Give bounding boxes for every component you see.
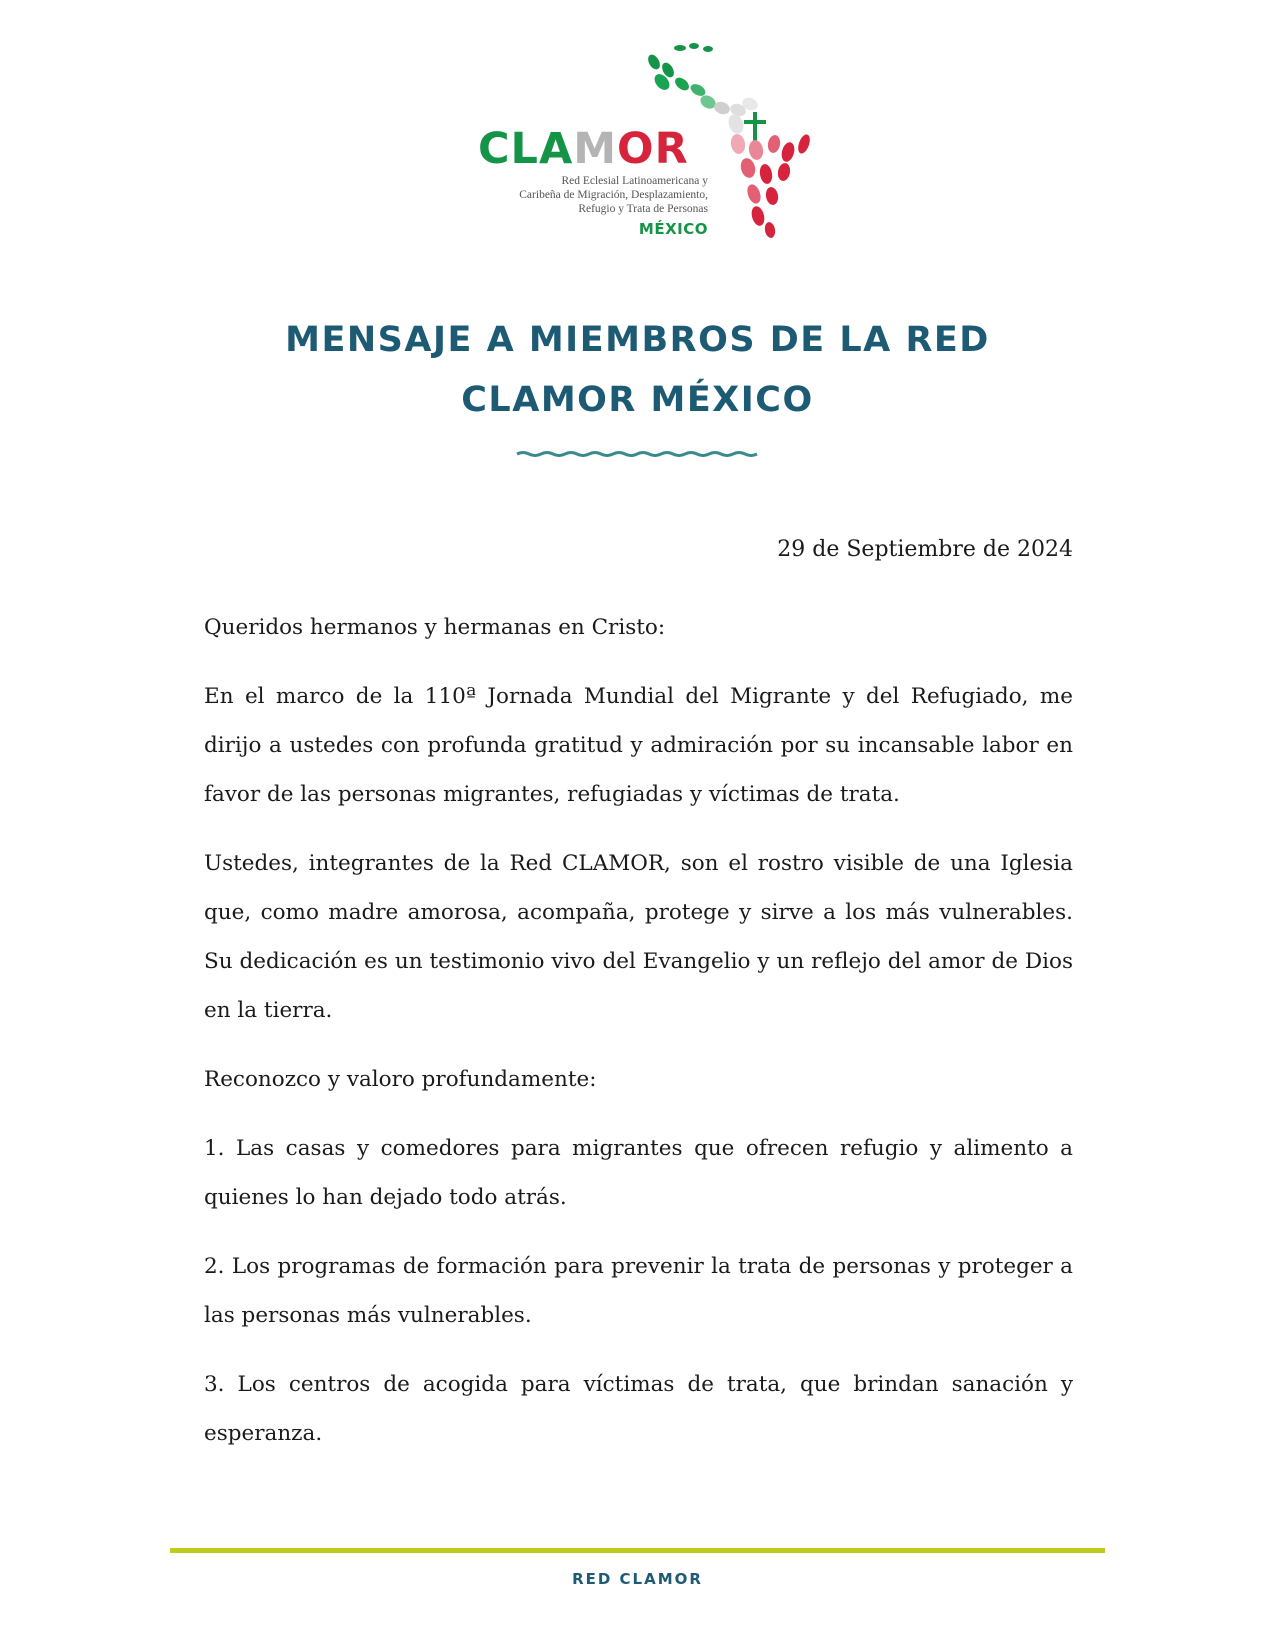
logo-subtitle-line: Refugio y Trata de Personas — [578, 203, 708, 215]
page-title-line: MENSAJE A MIEMBROS DE LA RED — [285, 320, 990, 360]
list-item: 3. Los centros de acogida para víctimas de trata, que brindan sanación y esperanza. — [204, 1372, 1073, 1446]
footer-label: RED CLAMOR — [572, 1570, 703, 1588]
footer-divider — [170, 1548, 1105, 1553]
logo-wordmark — [478, 124, 689, 174]
letter-body — [204, 603, 1073, 1478]
body-paragraph: Reconozco y valoro profundamente: — [204, 1067, 597, 1092]
title-divider — [515, 450, 760, 458]
letter-date: 29 de Septiembre de 2024 — [777, 537, 1073, 562]
body-paragraph: Ustedes, integrantes de la Red CLAMOR, son el rostro visible de una Iglesia que, como madre amorosa, acompaña, protege y sirve a los más vulnerables. Su dedicación es un testimonio vivo del Evangelio y un reflejo del amor de Dios en la tierra. — [204, 851, 1073, 1023]
list-item: 2. Los programas de formación para prevenir la trata de personas y proteger a las personas más vulnerables. — [204, 1254, 1073, 1328]
list-item: 1. Las casas y comedores para migrantes que ofrecen refugio y alimento a quienes lo han dejado todo atrás. — [204, 1136, 1073, 1210]
logo-subtitle — [519, 174, 708, 216]
page-title — [180, 310, 1095, 430]
logo-wordmark-green: CLA — [478, 124, 574, 174]
body-paragraph: En el marco de la 110ª Jornada Mundial del Migrante y del Refugiado, me dirijo a ustedes con profunda gratitud y admiración por su incansable labor en favor de las personas migrantes, refugiadas y víctimas de trata. — [204, 684, 1073, 807]
page-title-line: CLAMOR MÉXICO — [461, 380, 814, 420]
clamor-logo — [478, 40, 818, 250]
logo-subtitle-line: Red Eclesial Latinoamericana y — [561, 175, 708, 187]
logo-subtitle-line: Caribeña de Migración, Desplazamiento, — [519, 189, 708, 201]
logo-wordmark-red: OR — [617, 124, 689, 174]
logo-country: MÉXICO — [638, 220, 708, 238]
salutation: Queridos hermanos y hermanas en Cristo: — [204, 615, 666, 640]
logo-wordmark-grey: M — [573, 124, 618, 174]
